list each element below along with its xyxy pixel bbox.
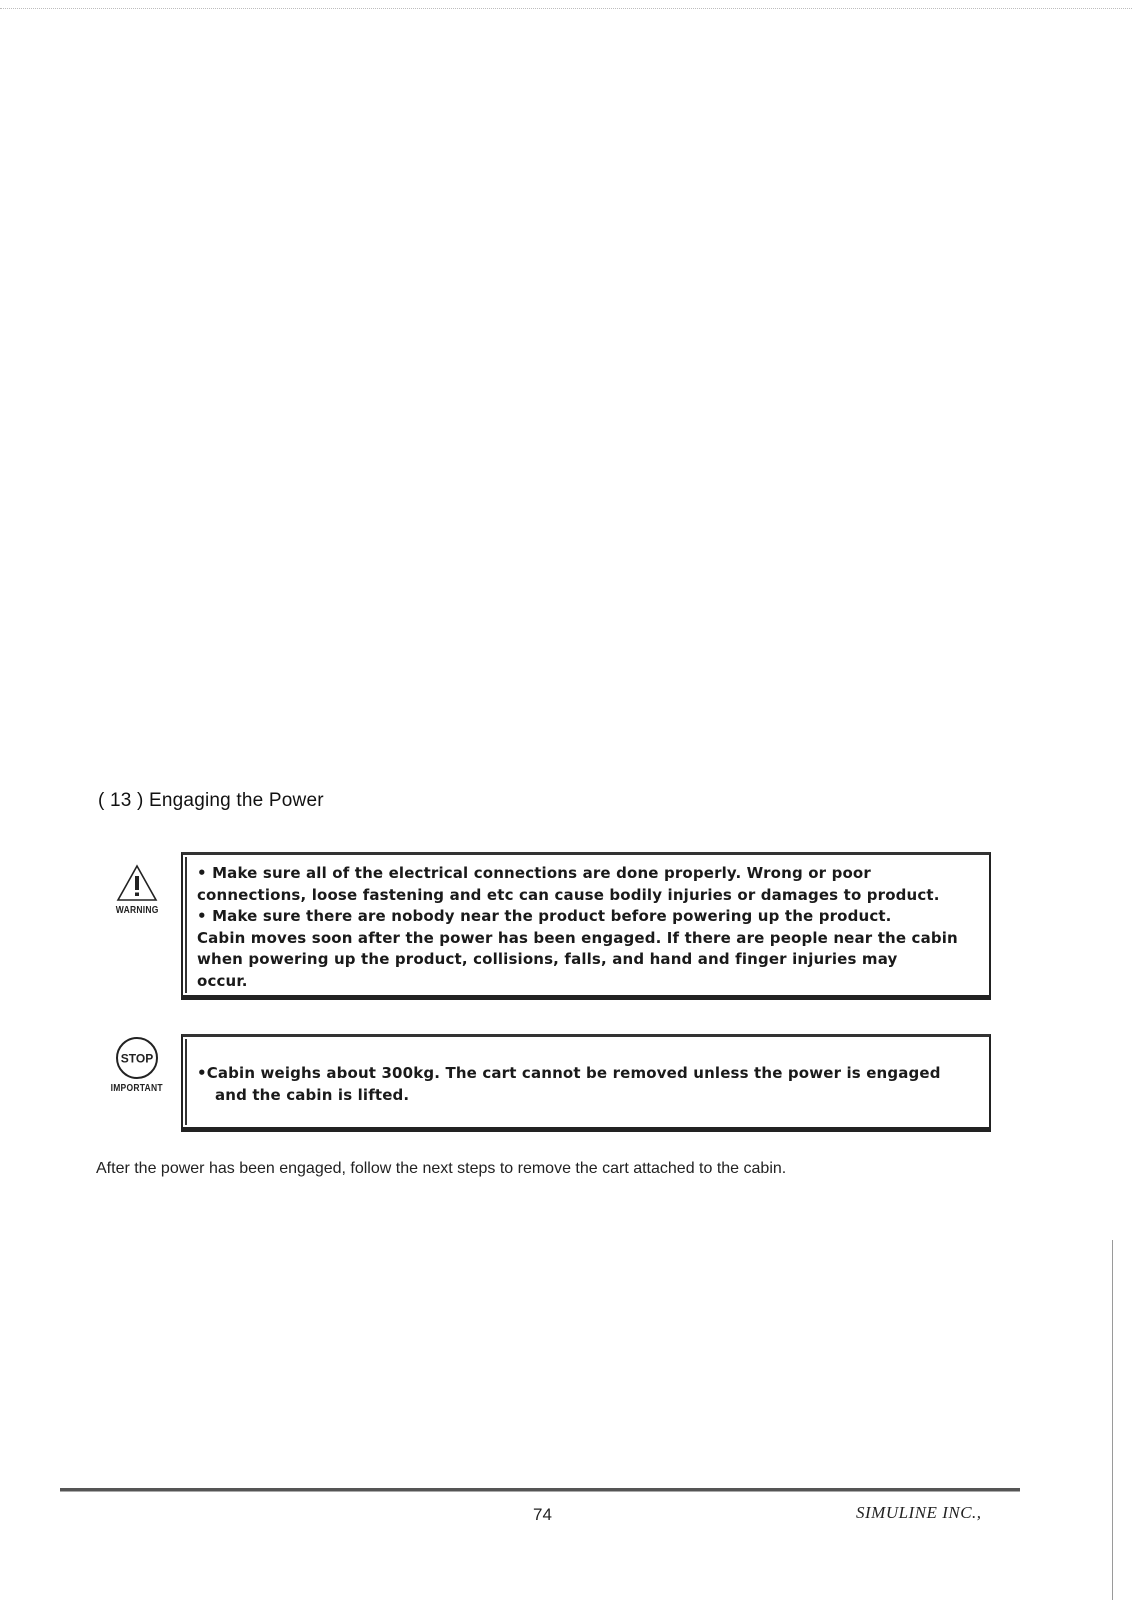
body-paragraph: After the power has been engaged, follow the next steps to remove the cart attached to the cabin. — [96, 1160, 787, 1177]
important-line: and the cabin is lifted. — [215, 1085, 410, 1104]
warning-icon-group — [104, 863, 170, 916]
footer-rule — [60, 1488, 1020, 1492]
important-label: IMPORTANT — [110, 1083, 164, 1094]
stop-sign-icon — [114, 1035, 160, 1081]
warning-line: • Make sure there are nobody near the product before powering up the product. — [197, 907, 892, 925]
scan-edge-line — [0, 8, 1132, 9]
warning-line: connections, loose fastening and etc can cause bodily injuries or damages to product. — [197, 885, 940, 904]
warning-line: occur. — [197, 971, 248, 990]
warning-line: when powering up the product, collisions, falls, and hand and finger injuries may — [197, 950, 898, 968]
section-title: ( 13 ) Engaging the Power — [98, 790, 324, 811]
warning-triangle-icon — [115, 863, 159, 903]
company-name: SIMULINE INC., — [856, 1503, 982, 1522]
important-text — [197, 1063, 975, 1106]
scan-edge-line-right — [1112, 1240, 1113, 1600]
important-icon-group — [104, 1035, 170, 1094]
important-box — [181, 1034, 991, 1132]
warning-box — [181, 852, 991, 1000]
svg-text:STOP: STOP — [120, 1051, 154, 1066]
warning-line: • Make sure all of the electrical connections are done properly. Wrong or poor — [197, 864, 871, 882]
warning-line: Cabin moves soon after the power has been engaged. If there are people near the cabin — [197, 928, 958, 947]
page-number: 74 — [533, 1505, 552, 1524]
important-line: •Cabin weighs about 300kg. The cart cannot be removed unless the power is engaged — [197, 1064, 941, 1082]
warning-label: WARNING — [115, 905, 159, 916]
warning-text — [197, 863, 977, 992]
